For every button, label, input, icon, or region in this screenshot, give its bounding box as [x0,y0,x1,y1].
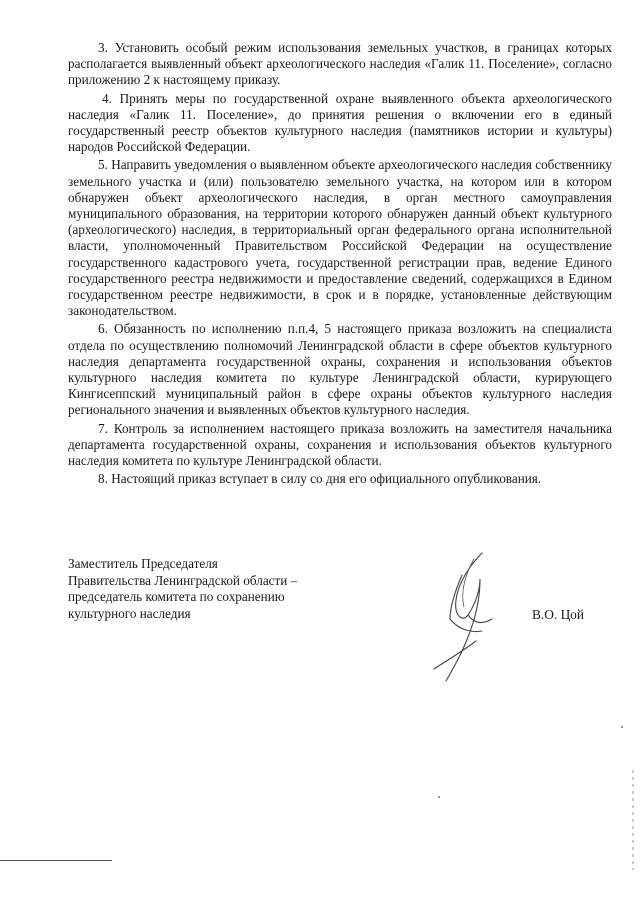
signatory-name: В.О. Цой [532,607,584,622]
footer-divider [0,860,112,861]
scan-speck [621,726,623,728]
paragraph-7: 7. Контроль за исполнением настоящего приказа возложить на заместителя начальника департамента государственной охраны, сохранения и использования объектов культурного наследия комитета по культуре Ленинградской области. [68,420,612,469]
paragraph-4: 4. Принять меры по государственной охране выявленного объекта археологического наследия «Галик 11. Поселение», до принятия решения о включении его в единый государственный реестр объектов культурного наследия (памятников истории и культуры) народов Российской Федерации. [68,90,612,155]
paragraph-8: 8. Настоящий приказ вступает в силу со дня его официального опубликования. [98,471,542,487]
document-body [68,40,612,489]
signatory-title-line: председатель комитета по сохранению [68,589,285,605]
signatory-title-line: культурного наследия [68,605,191,621]
paragraph-6: 6. Обязанность по исполнению п.п.4, 5 настоящего приказа возложить на специалиста отдела по осуществлению полномочий Ленинградской области в сфере объектов культурного наследия департамента государственной охраны, сохранения и использования объектов культурного наследия комитета по культуре Ленинградской области, курирующего Кингисеппский муниципальный район в сфере охраны объектов культурного наследия регионального значения и выявленных объектов культурного наследия. [68,321,612,418]
signatory-title-line: Правительства Ленинградской области – [68,572,298,588]
signatory-title-line: Заместитель Председателя [68,556,218,571]
scan-edge-mark [632,770,634,870]
paragraph-5: 5. Направить уведомления о выявленном объекте археологического наследия собственнику земельного участка и (или) пользователю земельного участка, на котором или в котором обнаружен объект археологического наследия, в орган местного самоуправления муниципального образования, на территории которого обнаружен данный объект культурного (археологического) наследия, в территориальный орган федерального органа исполнительной власти, уполномоченный Правительством Российской Федерации на осуществление государственного кадастрового учета, государственной регистрации прав, ведение Единого государственного реестра недвижимости и предоставление сведений, содержащихся в Едином государственном реестре недвижимости, в срок и в порядке, установленные действующим законодательством. [68,157,612,319]
signatory-title [68,556,368,622]
handwritten-signature [410,545,530,705]
paragraph-3: 3. Установить особый режим использования земельных участков, в границах которых располагается выявленный объект археологического наследия «Галик 11. Поселение», согласно приложению 2 к настоящему приказу. [68,40,612,88]
scan-speck [438,796,440,798]
